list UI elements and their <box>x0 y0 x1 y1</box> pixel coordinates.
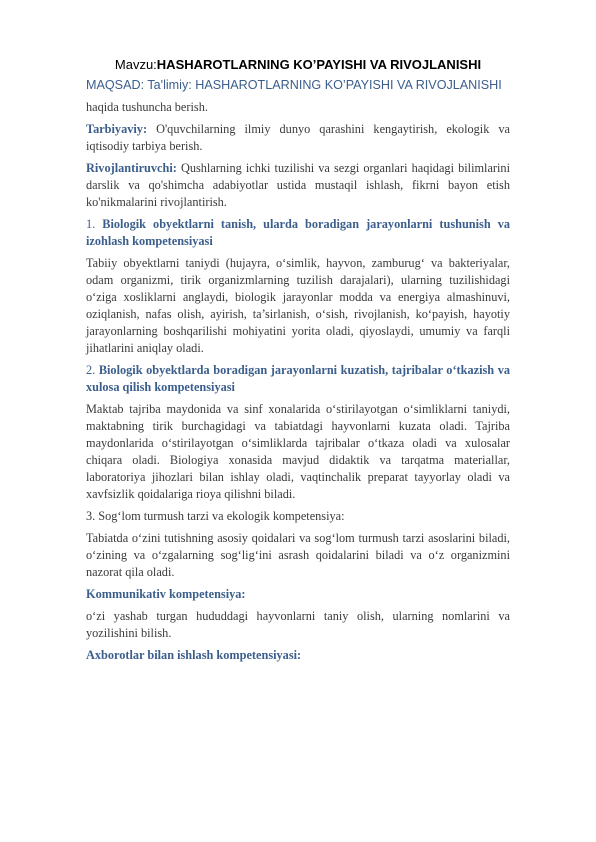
section-3-body: Tabiatda o‘zini tutishning asosiy qoidalari va sog‘lom turmush tarzi asoslarini biladi, o‘zining va o‘zgalarning sog‘lig‘ini asrash qoidalarini biladi va o‘z organizmini nazorat qila oladi. <box>86 531 510 579</box>
section-1-number: 1. <box>86 217 103 231</box>
maqsad-line <box>86 77 510 94</box>
section-1-body: Tabiiy obyektlarni taniydi (hujayra, o‘simlik, hayvon, zamburug‘ va bakteriyalar, odam organizmi, tirik organizmlarning tuzilish darajalari), ularning tuzilishidagi o‘ziga xosliklarni anglaydi, biologik jarayonlar modda va energiya almashinuvi, oziqlanish, nafas olish, ayirish, ta’sirlanish, o‘sish, rivojlanish, ko‘payish, hayotiy jarayonlarning boshqarilishi mohiyatini yorita oladi, qiyoslaydi, umumiy va farqli jihatlarini aniqlay oladi. <box>86 256 510 355</box>
maqsad-label: MAQSAD <box>86 78 141 92</box>
title-topic: HASHAROTLARNING KO’PAYISHI VA RIVOJLANISHI <box>156 57 482 72</box>
title-prefix: Mavzu: <box>114 57 157 72</box>
page-title <box>86 56 510 73</box>
section-5-heading: Axborotlar bilan ishlash kompetensiyasi: <box>86 648 302 662</box>
maqsad-tail: haqida tushuncha berish. <box>86 100 208 114</box>
rivojlantiruvchi-label: Rivojlantiruvchi: <box>86 161 177 175</box>
section-2-body: Maktab tajriba maydonida va sinf xonalarida o‘stirilayotgan o‘simliklarni taniydi, maktabning tirik burchagidagi va tabiatdagi hayvonlarni kuzata oladi. Tajriba maydonlarida o‘stirilayotgan o‘simliklarda tajribalar o‘tkaza oladi va xulosalar chiqara oladi. Biologiya xonasida mavjud didaktik va tarqatma materiallar, laboratoriya jihozlari bilan ishlay oladi, vaqtinchalik preparat tayyorlay oladi va xavfsizlik qoidalariga rioya qilishni biladi. <box>86 402 510 501</box>
section-2-heading <box>86 362 510 396</box>
maqsad-text: Ta'limiy: HASHAROTLARNING KO’PAYISHI VA RIVOJLANISHI <box>147 78 502 92</box>
tarbiyaviy-paragraph <box>86 121 510 155</box>
section-1-title: Biologik obyektlarni tanish, ularda boradigan jarayonlarni tushunish va izohlash kompetensiyasi <box>86 217 511 248</box>
section-2-title: Biologik obyektlarda boradigan jarayonlarni kuzatish, tajribalar o‘tkazish va xulosa qilish kompetensiyasi <box>86 363 510 394</box>
rivojlantiruvchi-text: Qushlarning ichki tuzilishi va sezgi organlari haqidagi bilimlarini darslik va qo'shimcha adabiyotlar ustida mustaqil ishlash, fikrni bayon etish ko'nikmalarini rivojlantirish. <box>86 161 510 209</box>
section-1-heading <box>86 216 510 250</box>
section-4-heading: Kommunikativ kompetensiya: <box>86 587 246 601</box>
rivojlantiruvchi-paragraph <box>86 160 510 211</box>
document-page <box>86 56 510 664</box>
section-3-heading: 3. Sog‘lom turmush tarzi va ekologik kompetensiya: <box>86 509 345 523</box>
tarbiyaviy-label: Tarbiyaviy: <box>86 122 148 136</box>
maqsad-sep: : <box>140 78 145 92</box>
tarbiyaviy-text: O'quvchilarning ilmiy dunyo qarashini kengaytirish, ekologik va iqtisodiy tarbiya berish. <box>86 122 510 153</box>
section-4-body: o‘zi yashab turgan hududdagi hayvonlarni taniy olish, ularning nomlarini va yozilishini bilish. <box>86 609 510 640</box>
section-2-number: 2. <box>86 363 99 377</box>
